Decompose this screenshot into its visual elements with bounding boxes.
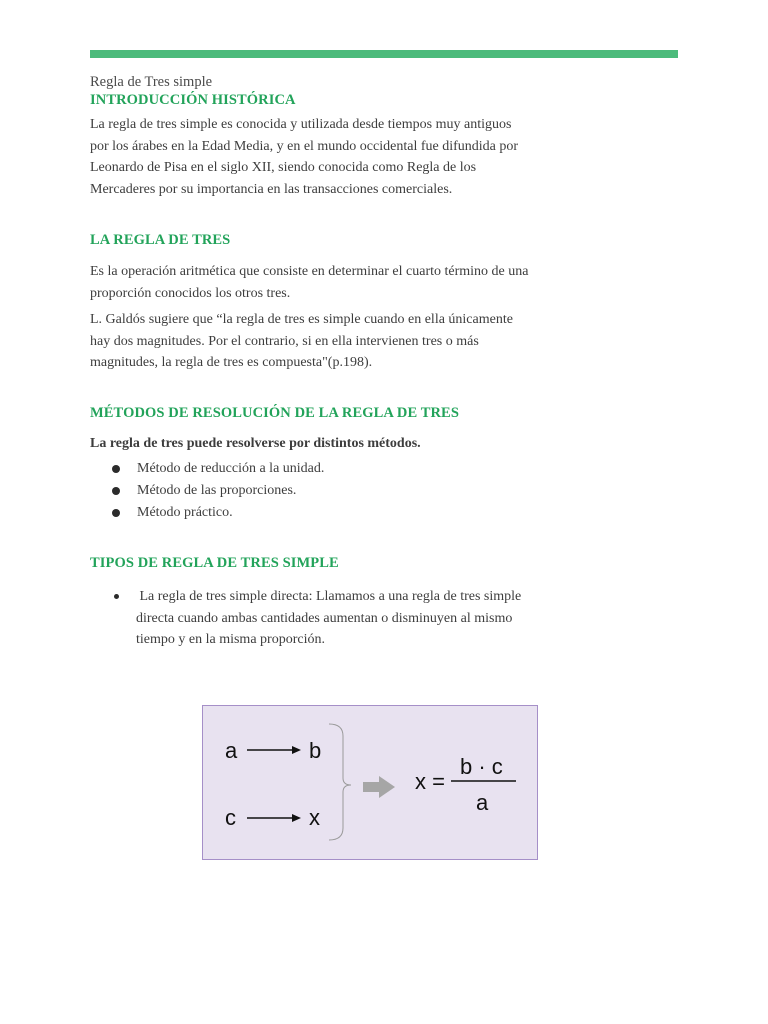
definition-line: proporción conocidos los otros tres. — [90, 285, 291, 301]
curly-brace-icon — [329, 724, 351, 840]
bullet-icon — [112, 487, 120, 495]
row1-left-label: a — [225, 738, 238, 763]
quote-paragraph — [90, 309, 513, 374]
bullet-icon — [112, 509, 120, 517]
rule-of-three-diagram — [202, 705, 538, 860]
implies-arrow-icon — [379, 776, 395, 798]
page-title: Regla de Tres simple — [90, 74, 213, 90]
definition-line: Es la operación aritmética que consiste en determinar el cuarto término de una — [90, 264, 529, 279]
metodos-intro: La regla de tres puede resolverse por distintos métodos. — [90, 436, 421, 451]
quote-line: magnitudes, la regla de tres es compuesta"(p.198). — [90, 355, 373, 370]
heading-metodos: MÉTODOS DE RESOLUCIÓN DE LA REGLA DE TRES — [90, 405, 459, 421]
tipos-line: La regla de tres simple directa: Llamamos a una regla de tres simple — [136, 589, 522, 604]
metodos-list — [110, 458, 324, 524]
list-item — [110, 502, 324, 524]
intro-paragraph — [90, 114, 518, 200]
list-item — [110, 480, 324, 502]
formula-numerator: b · c — [460, 754, 503, 779]
row2-arrow-head-icon — [292, 814, 301, 822]
list-item-label: Método de las proporciones. — [137, 483, 297, 498]
row2-left-label: c — [225, 805, 236, 830]
tipos-item-text — [136, 586, 554, 651]
implies-arrow-shaft — [363, 782, 379, 792]
top-accent-rule — [90, 50, 678, 58]
tipos-list-item — [114, 586, 554, 651]
intro-line: Mercaderes por su importancia en las transacciones comerciales. — [90, 181, 453, 197]
bullet-icon — [114, 594, 119, 599]
list-item-label: Método de reducción a la unidad. — [137, 461, 325, 476]
quote-line: L. Galdós sugiere que “la regla de tres es simple cuando en ella únicamente — [90, 312, 513, 327]
heading-intro: INTRODUCCIÓN HISTÓRICA — [90, 92, 296, 108]
heading-regla: LA REGLA DE TRES — [90, 232, 231, 248]
bullet-icon — [112, 465, 120, 473]
intro-line: por los árabes en la Edad Media, y en el mundo occidental fue difundida por — [90, 138, 519, 154]
row1-right-label: b — [309, 738, 322, 763]
row1-arrow-head-icon — [292, 746, 301, 754]
row2-right-label: x — [309, 805, 320, 830]
diagram-svg — [203, 706, 539, 861]
list-item — [110, 458, 324, 480]
heading-tipos: TIPOS DE REGLA DE TRES SIMPLE — [90, 555, 339, 571]
list-item-label: Método práctico. — [137, 505, 233, 520]
formula-lhs: x = — [415, 769, 445, 794]
quote-line: hay dos magnitudes. Por el contrario, si en ella intervienen tres o más — [90, 333, 479, 349]
tipos-line: directa cuando ambas cantidades aumentan o disminuyen al mismo — [136, 610, 513, 626]
definition-paragraph — [90, 261, 528, 304]
intro-line: Leonardo de Pisa en el siglo XII, siendo conocida como Regla de los — [90, 160, 477, 175]
intro-line: La regla de tres simple es conocida y utilizada desde tiempos muy antiguos — [90, 117, 512, 132]
tipos-line: tiempo y en la misma proporción. — [136, 632, 325, 647]
formula-denominator: a — [476, 790, 489, 815]
